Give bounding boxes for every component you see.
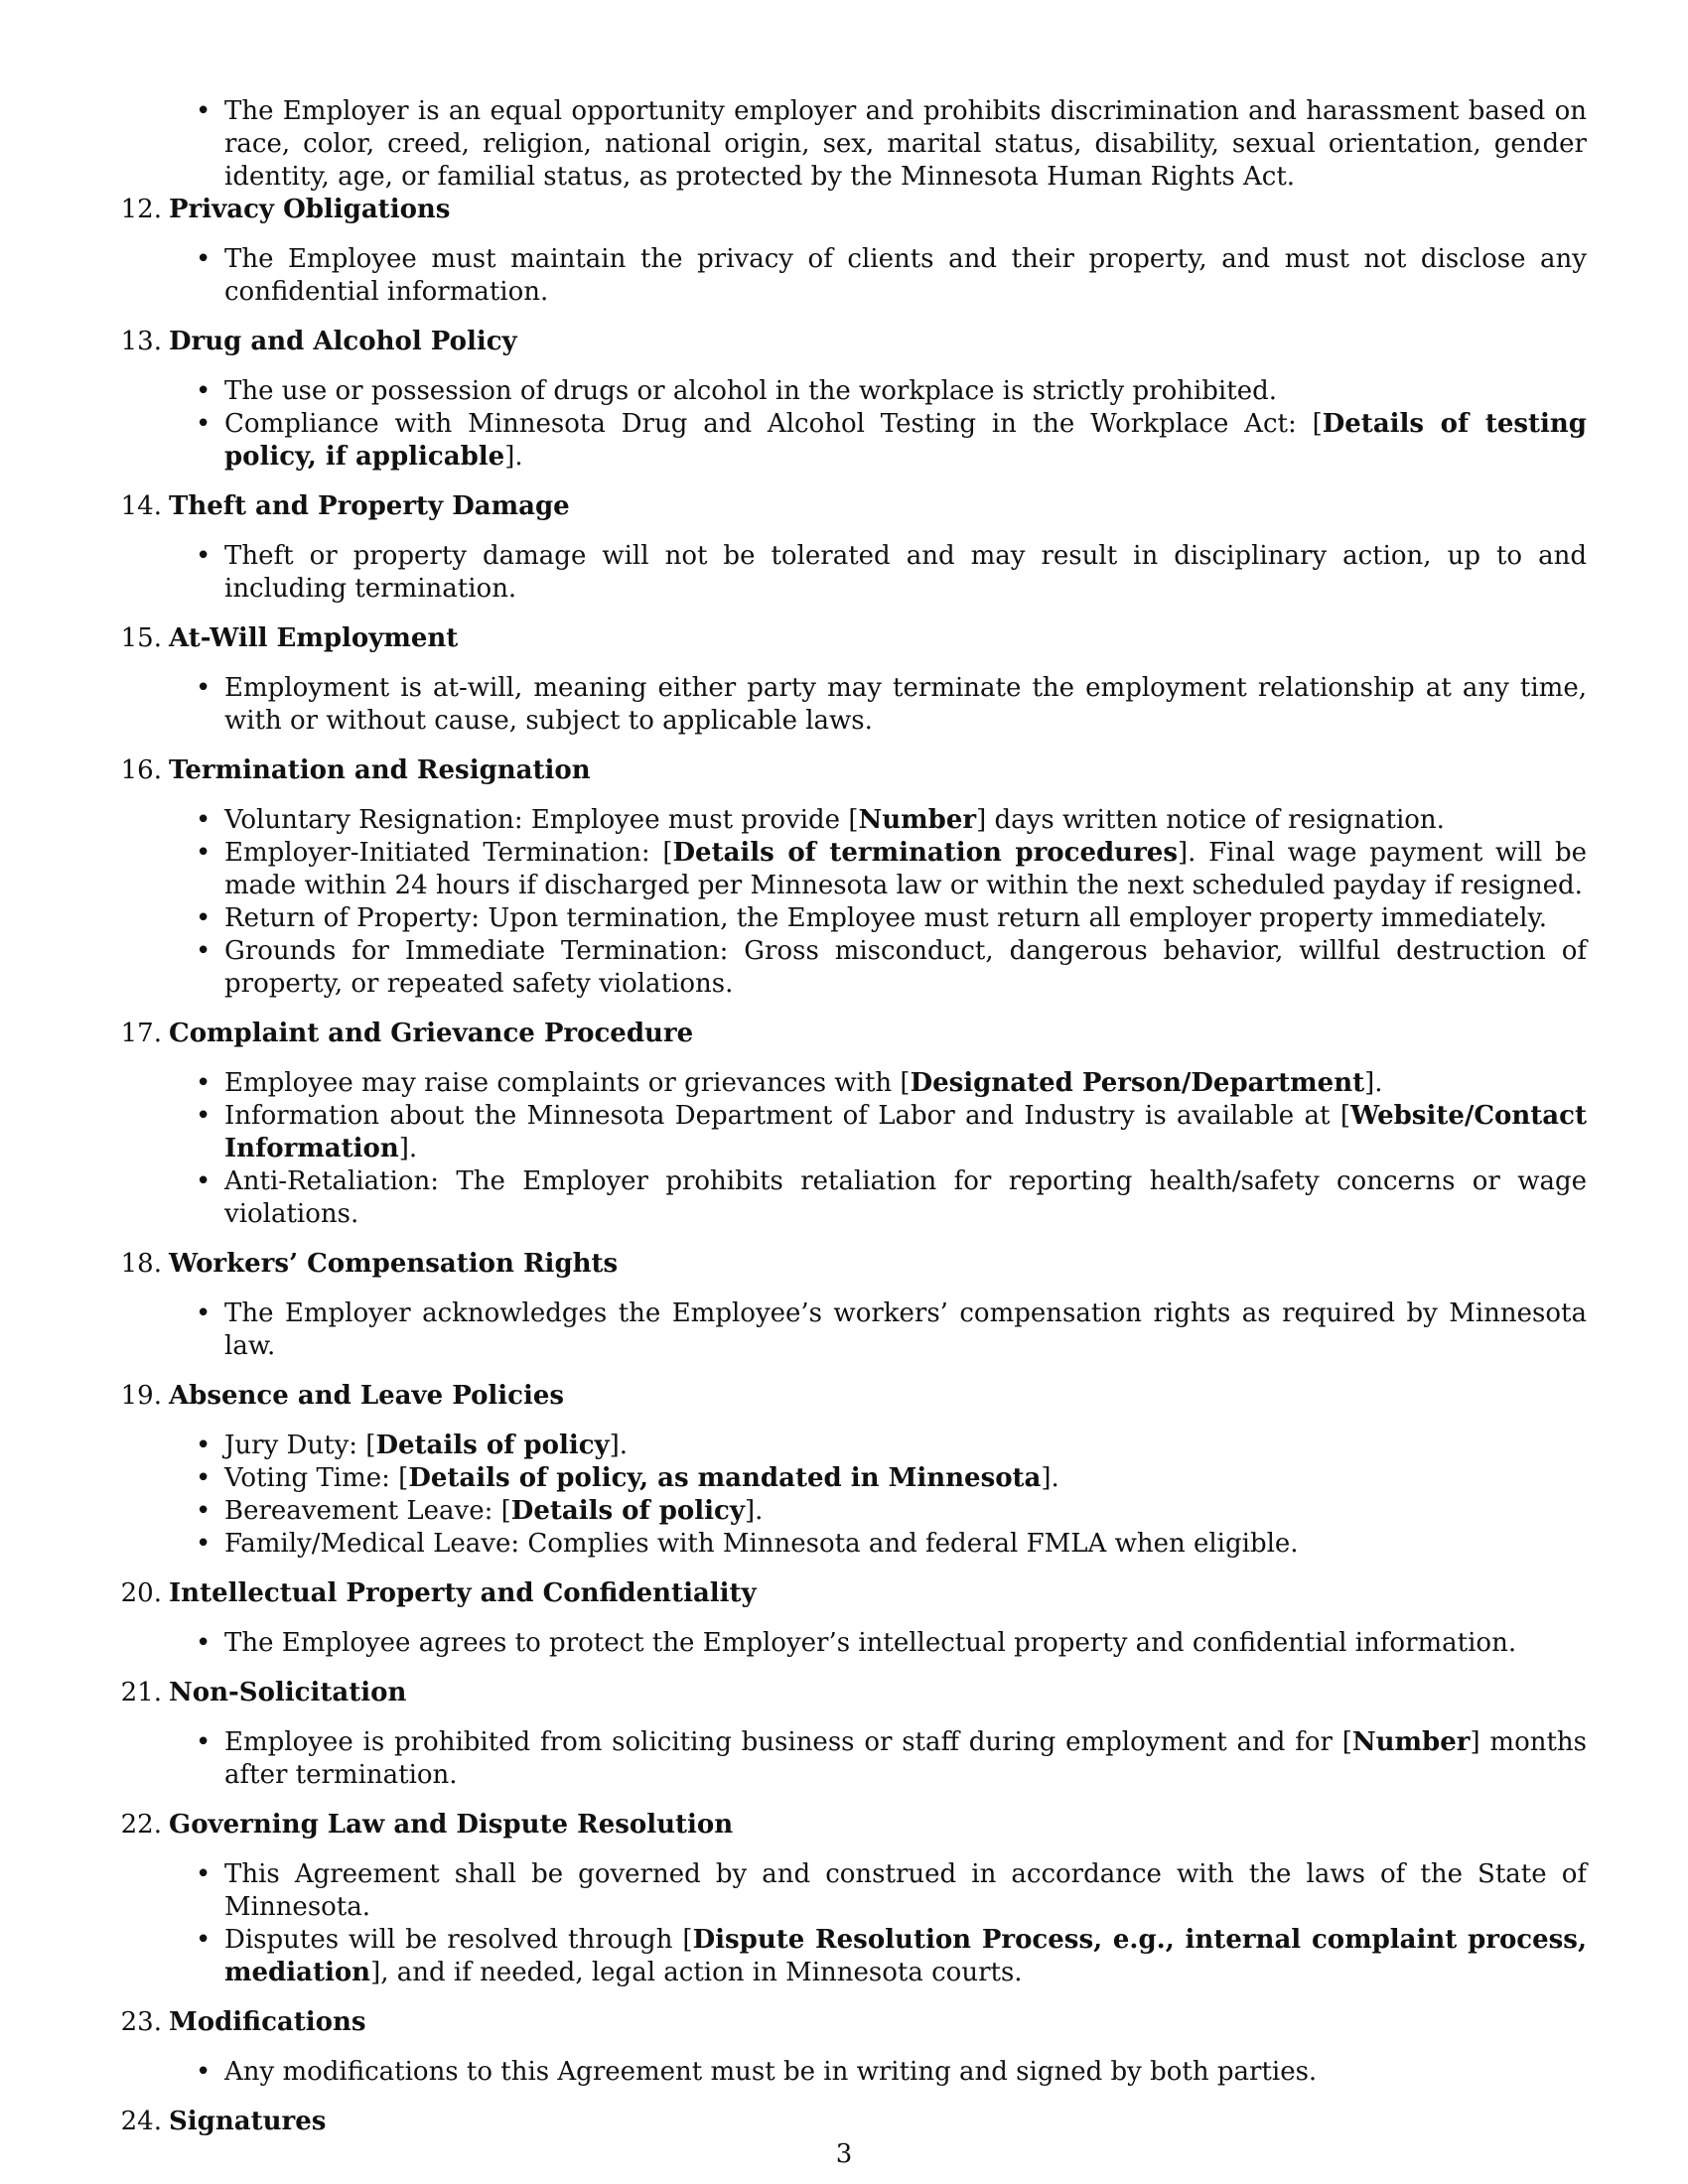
- section-heading: [113, 2006, 1587, 2039]
- section-number: 22.: [120, 1810, 162, 1840]
- list-item: [224, 804, 1587, 837]
- bullet-text: Voluntary Resignation: Employee must provide [: [224, 805, 859, 835]
- section-heading: [113, 1248, 1587, 1281]
- bullet-list: [113, 1297, 1587, 1363]
- section-title: Drug and Alcohol Policy: [169, 327, 517, 356]
- bullet-text: ].: [1041, 1463, 1059, 1493]
- list-item: [224, 902, 1587, 935]
- bullet-text: ].: [744, 1496, 764, 1526]
- bullet-text: Compliance with Minnesota Drug and Alcohol Testing in the Workplace Act: [: [224, 409, 1323, 439]
- section-heading: [113, 754, 1587, 787]
- list-item: [224, 375, 1587, 408]
- list-item: [224, 95, 1587, 194]
- bullet-text: The Employee agrees to protect the Employer’s intellectual property and confidential information.: [224, 1628, 1517, 1658]
- bullet-text: The Employee must maintain the privacy of clients and their property, and must not disclose any confidential information.: [224, 244, 1587, 307]
- section: [113, 754, 1587, 1001]
- list-item: [224, 1495, 1587, 1528]
- section-title: Governing Law and Dispute Resolution: [169, 1810, 734, 1840]
- list-item: [224, 1528, 1587, 1561]
- bullet-text: ].: [1364, 1068, 1383, 1098]
- section-number: 12.: [120, 195, 162, 224]
- section-title: Signatures: [169, 2107, 327, 2136]
- section: [113, 326, 1587, 474]
- bullet-text: Employee is prohibited from soliciting business or staff during employment and for [: [224, 1727, 1352, 1757]
- list-item: [224, 1462, 1587, 1495]
- bullet-text: Any modifications to this Agreement must be in writing and signed by both parties.: [224, 2057, 1318, 2087]
- section-heading: [113, 1677, 1587, 1709]
- section: [113, 1380, 1587, 1561]
- section-number: 20.: [120, 1578, 162, 1608]
- bullet-text: Employment is at-will, meaning either party may terminate the employment relationship at any time, with or without cause, subject to applicable laws.: [224, 673, 1587, 736]
- bullet-list: [113, 375, 1587, 474]
- section: [113, 2006, 1587, 2089]
- list-item: [224, 837, 1587, 902]
- bullet-text: This Agreement shall be governed by and construed in accordance with the laws of the State of Minnesota.: [224, 1859, 1587, 1922]
- list-item: [224, 408, 1587, 474]
- bullet-text: ].: [504, 442, 523, 472]
- bullet-text: Theft or property damage will not be tolerated and may result in disciplinary action, up to and including termination.: [224, 541, 1587, 604]
- section: [113, 2106, 1587, 2138]
- section: [113, 1248, 1587, 1363]
- list-item: [224, 2056, 1587, 2089]
- section-heading: [113, 1380, 1587, 1413]
- bullet-text: Voting Time: [: [224, 1463, 409, 1493]
- bullet-list: [113, 1726, 1587, 1792]
- list-item: [224, 1297, 1587, 1363]
- bullet-list: [113, 2056, 1587, 2089]
- bullet-text: Employer-Initiated Termination: [: [224, 838, 673, 868]
- section-heading: [113, 194, 1587, 226]
- bullet-text: ]. Final wage payment will be made within 24 hours if discharged per Minnesota law or within the next scheduled payday if resigned.: [224, 838, 1588, 900]
- list-item: [224, 1430, 1587, 1462]
- bullet-text: Jury Duty: [: [224, 1431, 376, 1460]
- document-body: [113, 95, 1587, 2155]
- section: [113, 1677, 1587, 1792]
- list-item: [224, 1858, 1587, 1924]
- section-heading: [113, 1018, 1587, 1050]
- section: [113, 1018, 1587, 1231]
- bullet-text: ] days written notice of resignation.: [976, 805, 1445, 835]
- list-item: [224, 1100, 1587, 1165]
- bullet-list: [113, 243, 1587, 309]
- section-heading: [113, 1809, 1587, 1842]
- section-title: Absence and Leave Policies: [169, 1381, 565, 1411]
- bullet-list: [113, 672, 1587, 738]
- list-item: [224, 243, 1587, 309]
- list-item: [224, 1067, 1587, 1100]
- section: [113, 194, 1587, 309]
- section-number: 14.: [120, 491, 162, 521]
- section-number: 13.: [120, 327, 162, 356]
- section-heading: [113, 1577, 1587, 1610]
- list-item: [224, 1726, 1587, 1792]
- section-number: 24.: [120, 2107, 162, 2136]
- bullet-list: [113, 1858, 1587, 1989]
- section-heading: [113, 490, 1587, 523]
- section-title: Privacy Obligations: [169, 195, 451, 224]
- placeholder-text: Designated Person/Department: [910, 1068, 1365, 1098]
- section-number: 21.: [120, 1678, 162, 1707]
- bullet-text: Bereavement Leave: [: [224, 1496, 511, 1526]
- bullet-text: Disputes will be resolved through [: [224, 1925, 693, 1955]
- section: [113, 1809, 1587, 1989]
- section: [113, 622, 1587, 738]
- placeholder-text: Details of testing policy, if applicable: [224, 409, 1587, 472]
- section-title: Workers’ Compensation Rights: [169, 1249, 619, 1279]
- section-title: At-Will Employment: [169, 623, 459, 653]
- section-title: Theft and Property Damage: [169, 491, 570, 521]
- bullet-text: The Employer is an equal opportunity employer and prohibits discrimination and harassment based on race, color, creed, religion, national origin, sex, marital status, disability, sexual orientation, gender identity, age, or familial status, as protected by the Minnesota Human Rights Act.: [224, 96, 1587, 192]
- bullet-text: Information about the Minnesota Department of Labor and Industry is available at [: [224, 1101, 1350, 1131]
- placeholder-text: Details of policy: [510, 1496, 745, 1526]
- bullet-list: [113, 1067, 1587, 1231]
- placeholder-text: Dispute Resolution Process, e.g., internal complaint process, mediation: [224, 1925, 1588, 1987]
- section-title: Termination and Resignation: [169, 755, 591, 785]
- placeholder-text: Details of policy: [375, 1431, 610, 1460]
- placeholder-text: Number: [1351, 1727, 1471, 1757]
- bullet-text: Grounds for Immediate Termination: Gross misconduct, dangerous behavior, willful destruction of property, or repeated safety violations.: [224, 936, 1587, 999]
- bullet-text: ] months after termination.: [224, 1727, 1588, 1790]
- bullet-text: The Employer acknowledges the Employee’s workers’ compensation rights as required by Minnesota law.: [224, 1298, 1587, 1361]
- list-item: [224, 935, 1587, 1001]
- section-number: 17.: [120, 1019, 162, 1048]
- bullet-text: ], and if needed, legal action in Minnesota courts.: [370, 1958, 1023, 1987]
- section-title: Intellectual Property and Confidentiality: [169, 1578, 757, 1608]
- placeholder-text: Details of termination procedures: [672, 838, 1178, 868]
- section-number: 16.: [120, 755, 162, 785]
- section-number: 15.: [120, 623, 162, 653]
- bullet-text: ].: [398, 1134, 418, 1163]
- list-item: [224, 1627, 1587, 1660]
- section-number: 18.: [120, 1249, 162, 1279]
- bullet-list: [113, 804, 1587, 1001]
- bullet-text: Family/Medical Leave: Complies with Minnesota and federal FMLA when eligible.: [224, 1529, 1299, 1559]
- section: [113, 1577, 1587, 1660]
- bullet-list: [113, 540, 1587, 606]
- bullet-text: Return of Property: Upon termination, the Employee must return all employer property immediately.: [224, 903, 1547, 933]
- list-item: [224, 1165, 1587, 1231]
- placeholder-text: Number: [858, 805, 977, 835]
- bullet-list: [113, 1627, 1587, 1660]
- section: [113, 490, 1587, 606]
- section-number: 23.: [120, 2007, 162, 2037]
- list-item: [224, 672, 1587, 738]
- page-number: 3: [835, 2139, 853, 2169]
- bullet-text: The use or possession of drugs or alcohol in the workplace is strictly prohibited.: [224, 376, 1277, 406]
- placeholder-text: Website/Contact Information: [224, 1101, 1587, 1163]
- bullet-text: ].: [609, 1431, 629, 1460]
- intro-bullet-list: [113, 95, 1587, 194]
- section-title: Modifications: [169, 2007, 366, 2037]
- section-number: 19.: [120, 1381, 162, 1411]
- section-title: Complaint and Grievance Procedure: [169, 1019, 694, 1048]
- bullet-text: Employee may raise complaints or grievances with [: [224, 1068, 911, 1098]
- section-title: Non-Solicitation: [169, 1678, 407, 1707]
- section-heading: [113, 2106, 1587, 2138]
- section-heading: [113, 622, 1587, 655]
- bullet-text: Anti-Retaliation: The Employer prohibits retaliation for reporting health/safety concerns or wage violations.: [224, 1166, 1587, 1229]
- bullet-list: [113, 1430, 1587, 1561]
- list-item: [224, 1924, 1587, 1989]
- section-list: [113, 194, 1587, 2138]
- list-item: [224, 540, 1587, 606]
- section-heading: [113, 326, 1587, 358]
- placeholder-text: Details of policy, as mandated in Minnesota: [408, 1463, 1042, 1493]
